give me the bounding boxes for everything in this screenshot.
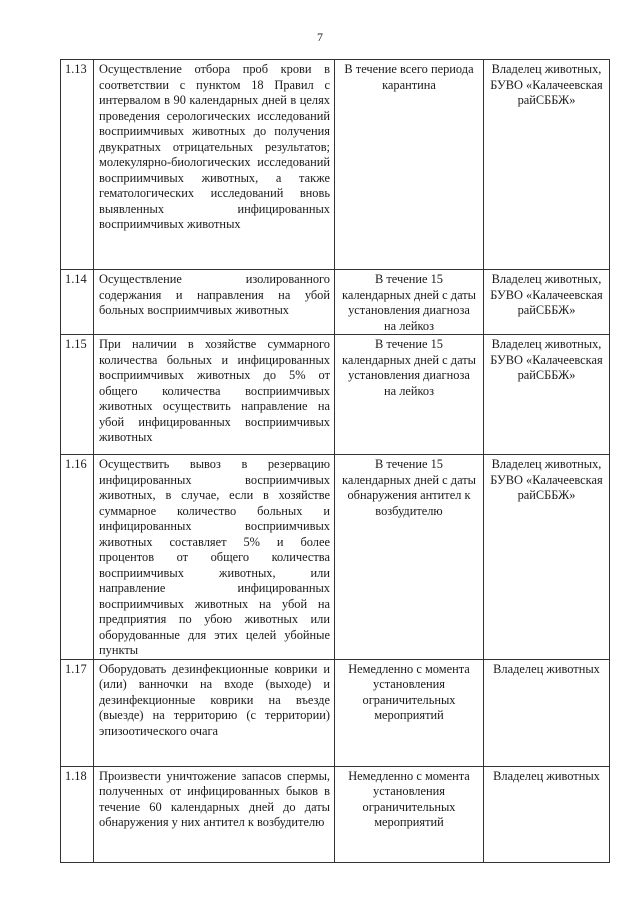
row-term: В течение 15 календарных дней с даты обнаружения антител к возбудителю: [335, 455, 484, 660]
row-number: 1.16: [61, 455, 94, 660]
row-term: Немедленно с момента установления ограничительных мероприятий: [335, 766, 484, 862]
table-row: [61, 270, 610, 335]
row-description: Оборудовать дезинфекционные коврики и (или) ванночки на входе (выходе) и дезинфекционные коврики на въезде (выезде) на территорию (с территории) эпизоотического очага: [94, 659, 335, 766]
row-term: Немедленно с момента установления ограничительных мероприятий: [335, 659, 484, 766]
page-number: 7: [317, 30, 323, 44]
table-row: [61, 659, 610, 766]
row-description: Осуществить вывоз в резервацию инфицированных восприимчивых животных, в случае, если в хозяйстве суммарное количество больных и инфицированных восприимчивых животных составляет 5% и более процентов от общего количества восприимчивых животных, или направление инфицированных восприимчивых животных на убой на предприятия по убою животных или оборудованные для этих целей убойные пункты: [94, 455, 335, 660]
row-number: 1.17: [61, 659, 94, 766]
row-description: При наличии в хозяйстве суммарного количества больных и инфицированных восприимчивых животных до 5% от общего количества восприимчивых животных осуществить направление на убой инфицированных восприимчивых животных: [94, 335, 335, 455]
row-term: В течение всего периода карантина: [335, 60, 484, 270]
row-responsible: Владелец животных, БУВО «Калачеевская райСББЖ»: [484, 455, 610, 660]
row-responsible: Владелец животных: [484, 766, 610, 862]
row-number: 1.14: [61, 270, 94, 335]
measures-table: [60, 59, 610, 863]
row-number: 1.13: [61, 60, 94, 270]
row-term: В течение 15 календарных дней с даты установления диагноза на лейкоз: [335, 335, 484, 455]
table-row: [61, 60, 610, 270]
table-row: [61, 455, 610, 660]
row-term: В течение 15 календарных дней с даты установления диагноза на лейкоз: [335, 270, 484, 335]
row-description: Осуществление изолированного содержания и направления на убой больных восприимчивых животных: [94, 270, 335, 335]
row-responsible: Владелец животных, БУВО «Калачеевская райСББЖ»: [484, 60, 610, 270]
table-row: [61, 766, 610, 862]
row-number: 1.18: [61, 766, 94, 862]
table-row: [61, 335, 610, 455]
row-responsible: Владелец животных, БУВО «Калачеевская райСББЖ»: [484, 335, 610, 455]
row-description: Осуществление отбора проб крови в соответствии с пунктом 18 Правил с интервалом в 90 календарных дней в целях проведения серологических исследований восприимчивых животных до получения двукратных отрицательных результатов; молекулярно-биологических исследований восприимчивых животных, а также гематологических исследований вновь выявленных инфицированных восприимчивых животных: [94, 60, 335, 270]
row-description: Произвести уничтожение запасов спермы, полученных от инфицированных быков в течение 60 календарных дней до даты обнаружения у них антител к возбудителю: [94, 766, 335, 862]
row-responsible: Владелец животных, БУВО «Калачеевская райСББЖ»: [484, 270, 610, 335]
row-number: 1.15: [61, 335, 94, 455]
row-responsible: Владелец животных: [484, 659, 610, 766]
